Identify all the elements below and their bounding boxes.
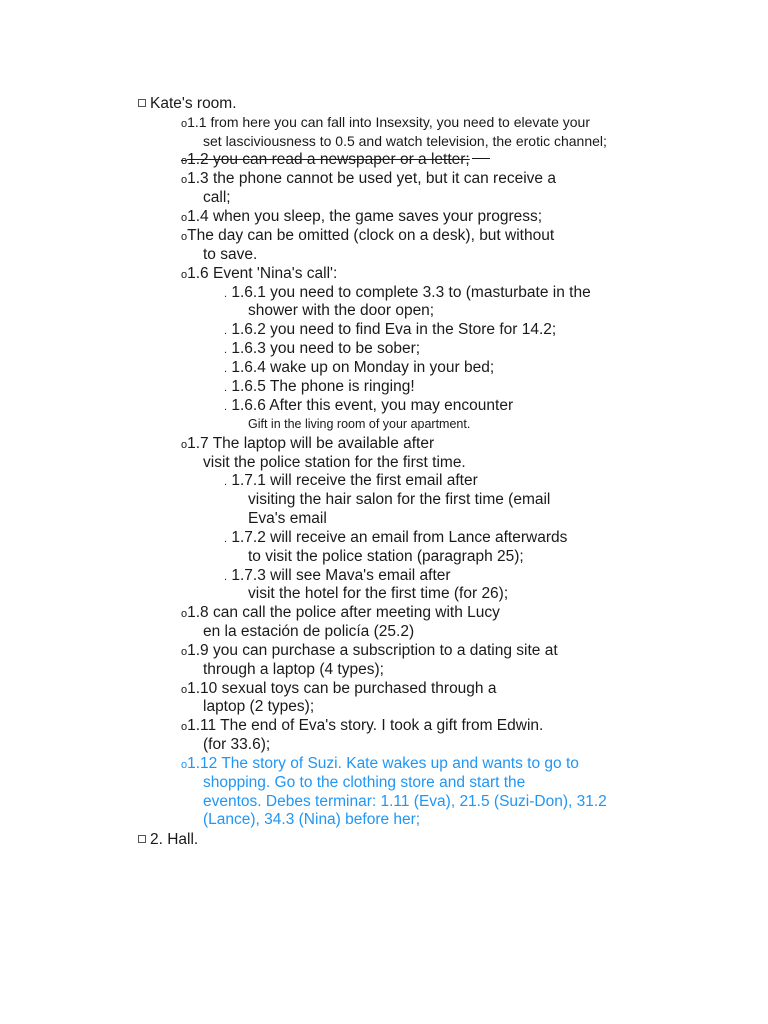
dot-bullet-icon: .: [224, 533, 228, 545]
list-item-1-4: [181, 208, 542, 227]
section-hall: [138, 831, 198, 849]
dot-bullet-icon: .: [224, 344, 228, 356]
list-item-1-5: [181, 227, 554, 246]
list-item-1-6-6: [224, 397, 513, 416]
list-item-1-7-3: [224, 567, 451, 586]
dot-bullet-icon: .: [224, 382, 228, 394]
circle-bullet-icon: o: [181, 231, 188, 243]
list-item-1-8: [181, 604, 500, 623]
list-item-1-6-3: [224, 340, 420, 359]
circle-bullet-icon: o: [181, 684, 188, 696]
circle-bullet-icon: o: [181, 155, 188, 167]
circle-bullet-icon: o: [181, 608, 188, 620]
list-item-1-2: [181, 151, 490, 170]
list-item-1-7-1-cont2: Eva's email: [248, 510, 327, 527]
section-title: Kate's room.: [150, 95, 237, 112]
list-item-1-11: [181, 717, 543, 736]
list-item-1-7-3-cont: visit the hotel for the first time (for 26);: [248, 585, 509, 602]
list-item-1-7: [181, 435, 434, 454]
list-item-1-12-cont: shopping. Go to the clothing store and start the: [203, 774, 526, 791]
list-item-1-6-1-cont: shower with the door open;: [248, 302, 435, 319]
item-text: 1.6.3 you need to be sober;: [231, 340, 421, 357]
list-item-1-9-cont: through a laptop (4 types);: [203, 661, 384, 678]
list-item-1-10-cont: laptop (2 types);: [203, 698, 315, 715]
list-item-1-3-cont: call;: [203, 189, 231, 206]
list-item-1-12-cont2: eventos. Debes terminar: 1.11 (Eva), 21.5 (Suzi-Don), 31.2: [203, 793, 607, 810]
item-text: 1.9 you can purchase a subscription to a dating site at: [187, 642, 558, 659]
list-item-1-6-5: [224, 378, 415, 397]
item-text: 1.6.2 you need to find Eva in the Store for 14.2;: [231, 321, 557, 338]
item-text: 1.2 you can read a newspaper or a letter;: [187, 151, 470, 168]
list-item-1-12: [181, 755, 579, 774]
item-text: 1.6.1 you need to complete 3.3 to (masturbate in the: [231, 284, 591, 301]
list-item-1-7-2: [224, 529, 567, 548]
item-text: 1.6.4 wake up on Monday in your bed;: [231, 359, 495, 376]
list-item-1-7-2-cont: to visit the police station (paragraph 25);: [248, 548, 524, 565]
list-item-1-1: [181, 113, 590, 133]
list-item-1-6-6-cont: Gift in the living room of your apartment.: [248, 417, 471, 431]
circle-bullet-icon: o: [181, 759, 188, 771]
circle-bullet-icon: o: [181, 212, 188, 224]
item-text: 1.12 The story of Suzi. Kate wakes up and wants to go to: [187, 755, 579, 772]
section-kates-room: [138, 95, 237, 113]
list-item-1-6: [181, 265, 337, 284]
item-text: 1.7.1 will receive the first email after: [231, 472, 478, 489]
dot-bullet-icon: .: [224, 476, 228, 488]
item-text: 1.3 the phone cannot be used yet, but it can receive a: [187, 170, 556, 187]
list-item-1-3: [181, 170, 556, 189]
circle-bullet-icon: o: [181, 646, 188, 658]
dot-bullet-icon: .: [224, 571, 228, 583]
circle-bullet-icon: o: [181, 721, 188, 733]
item-text: 1.4 when you sleep, the game saves your progress;: [187, 208, 543, 225]
dot-bullet-icon: .: [224, 288, 228, 300]
item-text: 1.7.3 will see Mava's email after: [231, 567, 451, 584]
item-text: 1.6.5 The phone is ringing!: [231, 378, 415, 395]
circle-bullet-icon: o: [181, 118, 188, 130]
circle-bullet-icon: o: [181, 269, 188, 281]
dot-bullet-icon: .: [224, 401, 228, 413]
circle-bullet-icon: o: [181, 439, 188, 451]
list-item-1-7-1-cont: visiting the hair salon for the first time (email: [248, 491, 551, 508]
item-text: The day can be omitted (clock on a desk), but without: [187, 227, 555, 244]
list-item-1-9: [181, 642, 558, 661]
list-item-1-7-cont: visit the police station for the first time.: [203, 454, 466, 471]
dot-bullet-icon: .: [224, 325, 228, 337]
list-item-1-10: [181, 680, 496, 699]
list-item-1-12-cont3: (Lance), 34.3 (Nina) before her;: [203, 811, 421, 828]
list-item-1-5-cont: to save.: [203, 246, 258, 263]
list-item-1-6-2: [224, 321, 556, 340]
item-text: 1.10 sexual toys can be purchased through a: [187, 680, 497, 697]
item-text: 1.1 from here you can fall into Insexsity, you need to elevate your: [187, 114, 590, 130]
square-bullet-icon: [138, 99, 146, 107]
item-text: 1.6 Event 'Nina's call':: [187, 265, 338, 282]
list-item-1-6-1: [224, 284, 591, 303]
item-text: 1.7.2 will receive an email from Lance afterwards: [231, 529, 568, 546]
item-text: 1.8 can call the police after meeting with Lucy: [187, 604, 500, 621]
item-text: 1.6.6 After this event, you may encounter: [231, 397, 514, 414]
section-title: 2. Hall.: [150, 831, 199, 848]
list-item-1-8-cont: en la estación de policía (25.2): [203, 623, 415, 640]
item-text: 1.11 The end of Eva's story. I took a gift from Edwin.: [187, 717, 544, 734]
item-text: 1.7 The laptop will be available after: [187, 435, 435, 452]
list-item-1-7-1: [224, 472, 478, 491]
list-item-1-11-cont: (for 33.6);: [203, 736, 271, 753]
circle-bullet-icon: o: [181, 174, 188, 186]
strike-line: [472, 158, 490, 159]
square-bullet-icon: [138, 835, 146, 843]
dot-bullet-icon: .: [224, 363, 228, 375]
list-item-1-1-cont: set lasciviousness to 0.5 and watch television, the erotic channel;: [203, 133, 607, 149]
list-item-1-6-4: [224, 359, 494, 378]
